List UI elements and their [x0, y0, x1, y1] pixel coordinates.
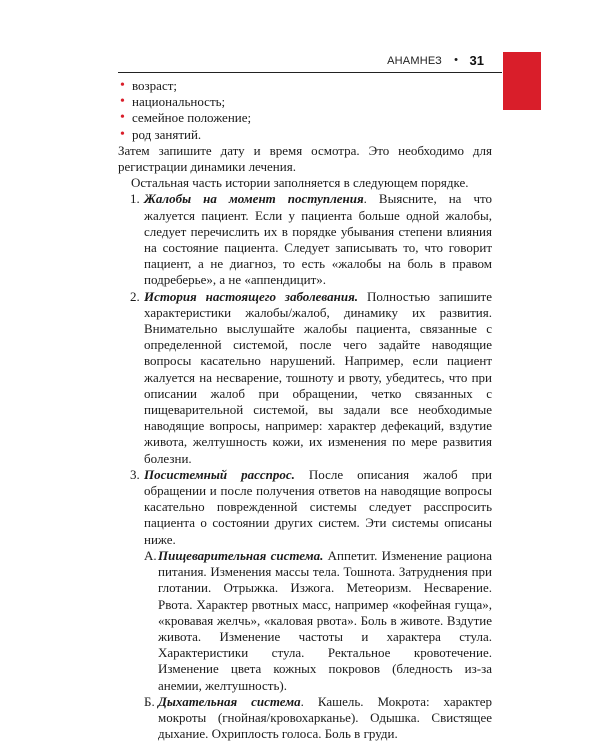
item-heading: Посистемный расспрос. [144, 466, 295, 482]
paragraph: Затем запишите дату и время осмотра. Это необходимо для регистрации динамики лечения. [118, 142, 492, 175]
item-heading: Жалобы на момент поступления [144, 191, 364, 207]
item-text: Полностью запишите характеристики жалобы/жалоб, динамику их развития. Внимательно выслушайте жалобы пациента, связанные с определенной системой, после чего задайте наводящие вопросы касательно нарушений. Например, если пациент жалуется на несварение, тошноту и рвоту, убедитесь, что при описании жалоб при обращении, четко связанных с пищеварительной системой, вы задали все необходимые наводящие вопросы, например: характер дефекаций, вздутие живота, желтушность кожи, их изменения по мере развития болезни. [144, 288, 492, 466]
header-separator-dot: • [454, 54, 458, 66]
list-item-text: национальность; [132, 94, 226, 110]
lettered-subitem [144, 548, 492, 694]
bullet-icon: • [120, 126, 125, 142]
subitem-letter: Б. [144, 693, 155, 709]
item-number: 2. [130, 288, 140, 304]
running-header [118, 52, 502, 73]
lettered-subitem [144, 694, 492, 743]
numbered-item [118, 289, 492, 467]
numbered-item [118, 191, 492, 288]
bullet-icon: • [120, 78, 125, 93]
item-heading: История настоящего заболевания. [144, 288, 359, 304]
red-thumb-tab [503, 52, 541, 110]
list-item-text: семейное положение; [132, 110, 252, 126]
item-text: После описания жалоб при обращении и после получения ответов на наводящие вопросы касательно поврежденной системы следует расспросить пациента о состоянии других систем. Эти системы описаны ниже. [144, 466, 492, 547]
subitem-heading: Пищеварительная система. [158, 547, 324, 563]
item-text: . Выясните, на что жалуется пациент. Если у пациента больше одной жалобы, следует перечислить их в порядке убывания степени влияния на состояние пациента. Следует записывать то, что говорит пациент, а не диагноз, то есть «жалобы на боль в правом подреберье», а не «аппендицит». [144, 191, 493, 288]
bullet-icon: • [120, 110, 125, 126]
list-item [118, 110, 492, 126]
subitem-heading: Дыхательная система [158, 693, 301, 709]
bullet-list [118, 78, 492, 143]
list-item [118, 78, 492, 94]
list-item [118, 127, 492, 143]
subitem-letter: А. [144, 547, 157, 563]
item-number: 1. [130, 191, 140, 207]
numbered-item [118, 467, 492, 742]
list-item-text: возраст; [132, 78, 178, 93]
chapter-title: АНАМНЕЗ [387, 55, 442, 67]
item-number: 3. [130, 466, 140, 482]
page-body [118, 78, 492, 742]
list-item-text: род занятий. [132, 126, 202, 142]
list-item [118, 94, 492, 110]
paragraph: Остальная часть истории заполняется в следующем порядке. [131, 175, 469, 191]
subitem-text: Аппетит. Изменение рациона питания. Изменения массы тела. Тошнота. Затруднения при глотании. Отрыжка. Изжога. Метеоризм. Несварение. Рвота. Характер рвотных масс, например «кофейная гуща», «кровавая желчь», «каловая рвота». Боль в животе. Вздутие живота. Изменение частоты и характера стула. Характеристики стула. Ректальное кровотечение. Изменение цвета кожных покровов (бледность из-за анемии, желтушность). [158, 547, 492, 693]
bullet-icon: • [120, 94, 125, 110]
page-number: 31 [469, 53, 484, 68]
subitem-text: . Кашель. Мокрота: характер мокроты (гнойная/кровохарканье). Одышка. Свистящее дыхание. Охриплость голоса. Боль в груди. [158, 693, 492, 742]
